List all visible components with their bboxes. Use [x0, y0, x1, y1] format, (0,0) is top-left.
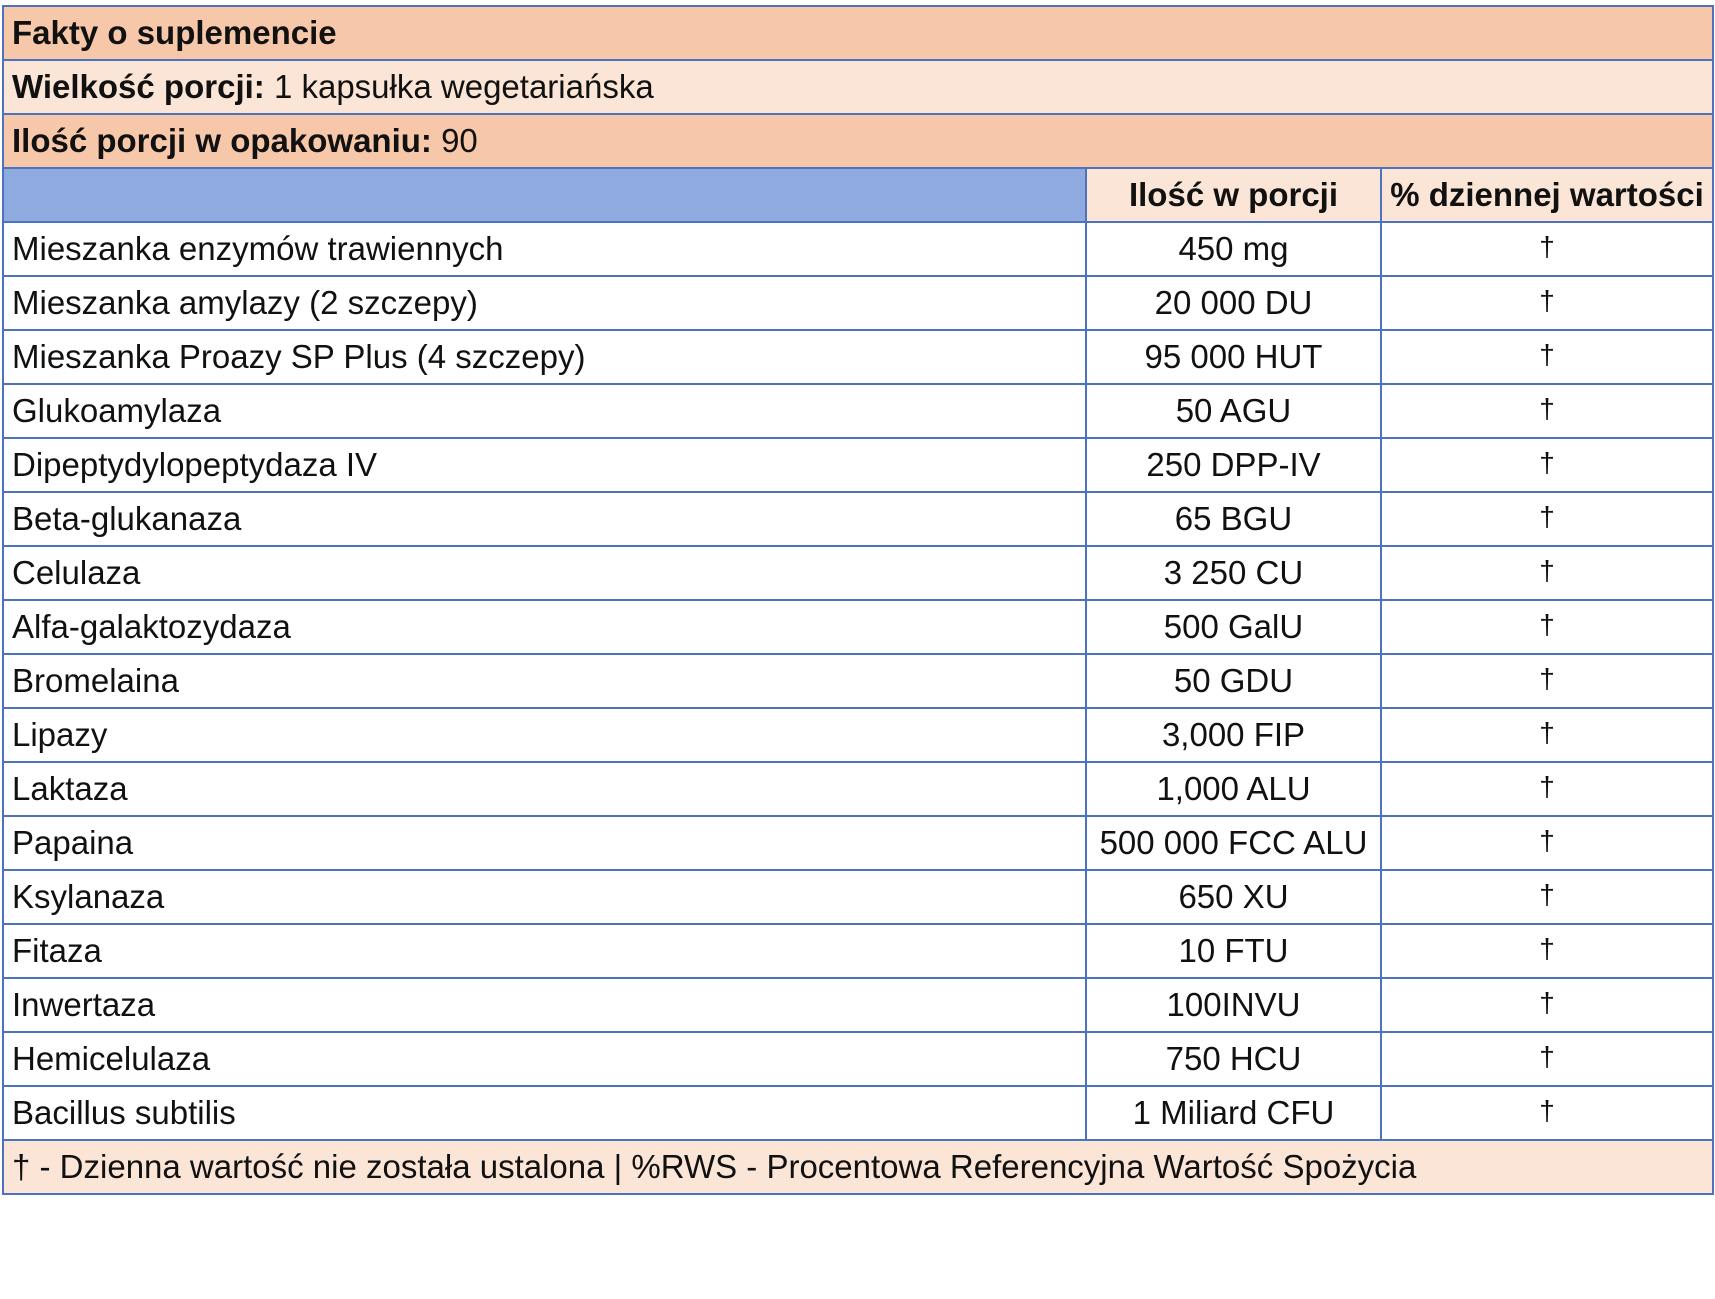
ingredient-daily-value: †: [1381, 870, 1713, 924]
ingredient-daily-value: †: [1381, 762, 1713, 816]
table-row: [3, 762, 1713, 816]
supplement-facts-table: [2, 5, 1714, 1195]
table-row: [3, 708, 1713, 762]
ingredient-amount: 10 FTU: [1086, 924, 1381, 978]
table-row: [3, 978, 1713, 1032]
header-dv-column: % dziennej wartości: [1381, 168, 1713, 222]
ingredient-daily-value: †: [1381, 816, 1713, 870]
ingredient-amount: 50 GDU: [1086, 654, 1381, 708]
table-row: [3, 816, 1713, 870]
ingredient-amount: 20 000 DU: [1086, 276, 1381, 330]
table-row: [3, 384, 1713, 438]
ingredient-daily-value: †: [1381, 924, 1713, 978]
ingredient-daily-value: †: [1381, 1032, 1713, 1086]
ingredient-amount: 1,000 ALU: [1086, 762, 1381, 816]
table-row: [3, 924, 1713, 978]
ingredient-daily-value: †: [1381, 978, 1713, 1032]
supplement-facts-panel: [2, 5, 1712, 1195]
ingredient-daily-value: †: [1381, 438, 1713, 492]
ingredient-amount: 95 000 HUT: [1086, 330, 1381, 384]
ingredient-name: Inwertaza: [3, 978, 1086, 1032]
ingredient-name: Celulaza: [3, 546, 1086, 600]
footnote: † - Dzienna wartość nie została ustalona | %RWS - Procentowa Referencyjna Wartość Spożycia: [3, 1140, 1713, 1194]
ingredient-name: Ksylanaza: [3, 870, 1086, 924]
table-row: [3, 276, 1713, 330]
ingredient-daily-value: †: [1381, 708, 1713, 762]
ingredient-amount: 750 HCU: [1086, 1032, 1381, 1086]
header-amount-column: Ilość w porcji: [1086, 168, 1381, 222]
table-row: [3, 330, 1713, 384]
ingredient-name: Glukoamylaza: [3, 384, 1086, 438]
ingredient-amount: 1 Miliard CFU: [1086, 1086, 1381, 1140]
ingredient-amount: 250 DPP-IV: [1086, 438, 1381, 492]
ingredient-daily-value: †: [1381, 1086, 1713, 1140]
header-name-column: [3, 168, 1086, 222]
serving-size-label: Wielkość porcji:: [12, 68, 265, 105]
table-row: [3, 654, 1713, 708]
table-title: Fakty o suplemencie: [3, 6, 1713, 60]
ingredient-amount: 3 250 CU: [1086, 546, 1381, 600]
ingredient-daily-value: †: [1381, 276, 1713, 330]
table-row: [3, 222, 1713, 276]
ingredient-name: Dipeptydylopeptydaza IV: [3, 438, 1086, 492]
ingredient-amount: 650 XU: [1086, 870, 1381, 924]
ingredient-daily-value: †: [1381, 222, 1713, 276]
ingredient-name: Hemicelulaza: [3, 1032, 1086, 1086]
ingredient-name: Mieszanka amylazy (2 szczepy): [3, 276, 1086, 330]
ingredient-daily-value: †: [1381, 546, 1713, 600]
table-row: [3, 600, 1713, 654]
ingredient-amount: 500 GalU: [1086, 600, 1381, 654]
ingredient-name: Beta-glukanaza: [3, 492, 1086, 546]
ingredient-amount: 450 mg: [1086, 222, 1381, 276]
servings-per-container-row: [3, 114, 1713, 168]
ingredient-amount: 3,000 FIP: [1086, 708, 1381, 762]
column-header-row: [3, 168, 1713, 222]
servings-per-container-value: 90: [441, 122, 478, 159]
serving-size-row: [3, 60, 1713, 114]
table-row: [3, 870, 1713, 924]
ingredient-daily-value: †: [1381, 492, 1713, 546]
ingredient-daily-value: †: [1381, 654, 1713, 708]
ingredient-name: Fitaza: [3, 924, 1086, 978]
table-row: [3, 1032, 1713, 1086]
servings-per-container-label: Ilość porcji w opakowaniu:: [12, 122, 432, 159]
ingredient-name: Papaina: [3, 816, 1086, 870]
ingredient-name: Alfa-galaktozydaza: [3, 600, 1086, 654]
ingredient-name: Lipazy: [3, 708, 1086, 762]
ingredient-name: Mieszanka Proazy SP Plus (4 szczepy): [3, 330, 1086, 384]
ingredient-daily-value: †: [1381, 330, 1713, 384]
ingredient-name: Bacillus subtilis: [3, 1086, 1086, 1140]
table-row: [3, 438, 1713, 492]
table-row: [3, 546, 1713, 600]
ingredient-amount: 65 BGU: [1086, 492, 1381, 546]
ingredient-name: Laktaza: [3, 762, 1086, 816]
ingredient-name: Bromelaina: [3, 654, 1086, 708]
ingredient-name: Mieszanka enzymów trawiennych: [3, 222, 1086, 276]
ingredient-amount: 50 AGU: [1086, 384, 1381, 438]
ingredient-amount: 100INVU: [1086, 978, 1381, 1032]
ingredient-daily-value: †: [1381, 600, 1713, 654]
table-row: [3, 1086, 1713, 1140]
table-row: [3, 492, 1713, 546]
serving-size-value: 1 kapsułka wegetariańska: [273, 68, 654, 105]
ingredient-amount: 500 000 FCC ALU: [1086, 816, 1381, 870]
ingredient-daily-value: †: [1381, 384, 1713, 438]
